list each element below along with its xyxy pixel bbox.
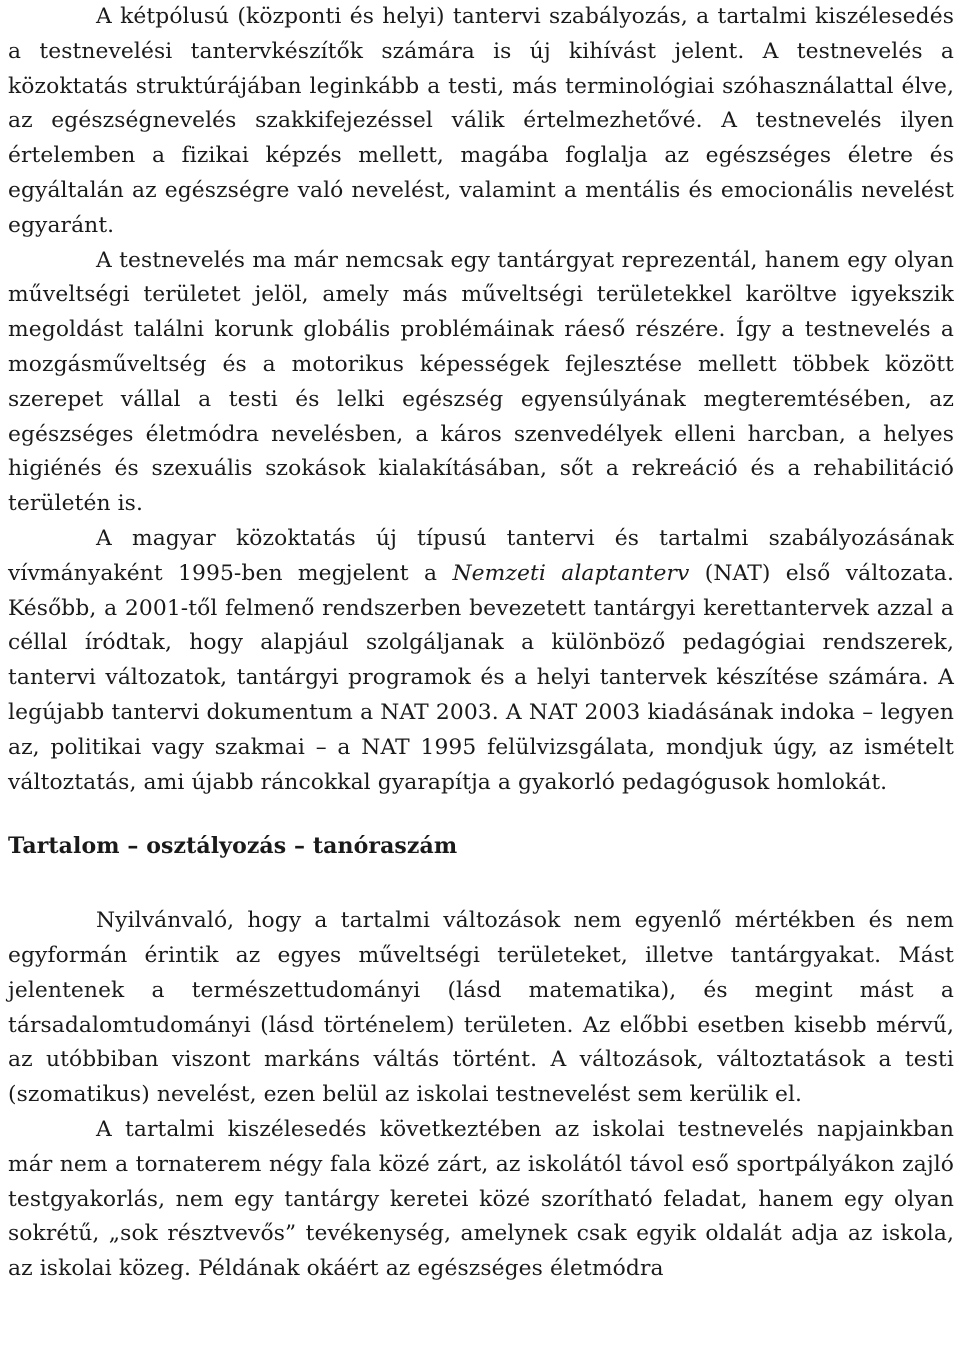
paragraph-4: Nyilvánvaló, hogy a tartalmi változások nem egyenlő mértékben és nem egyformán érintik az egyes műveltségi területeket, illetve tantárgyakat. Mást jelentenek a természettudományi (lásd matematika), és megint mást a társadalomtudományi (lásd történelem) területen. Az előbbi esetben kisebb mérvű, az utóbbiban viszont markáns váltás történt. A változások, változtatások a testi (szomatikus) nevelést, ezen belül az iskolai testnevelést sem kerülik el. (8, 908, 954, 1108)
section-heading: Tartalom – osztályozás – tanóraszám (8, 833, 458, 860)
paragraph-3 (8, 522, 954, 800)
paragraph-5: A tartalmi kiszélesedés következtében az iskolai testnevelés napjainkban már nem a tornaterem négy fala közé zárt, az iskolától távol eső sportpályákon zajló testgyakorlás, nem egy tantárgy keretei közé szorítható feladat, hanem egy olyan sokrétű, „sok résztvevős” tevékenység, amelynek csak egyik oldalát adja az iskola, az iskolai közeg. Példának okáért az egészséges életmódra (8, 1116, 954, 1282)
paragraph-1: A kétpólusú (központi és helyi) tantervi szabályozás, a tartalmi kiszélesedés a testnevelési tantervkészítők számára is új kihívást jelent. A testnevelés a közoktatás struktúrájában leginkább a testi, más terminológiai szóhasználattal élve, az egészségnevelés szakkifejezéssel válik értelmezhetővé. A testnevelés ilyen értelemben a fizikai képzés mellett, magába foglalja az egészséges életre és egyáltalán az egészségre való nevelést, valamint a mentális és emocionális nevelést egyaránt. (8, 4, 954, 238)
document-page (8, 0, 954, 1287)
paragraph-2: A testnevelés ma már nemcsak egy tantárgyat reprezentál, hanem egy olyan műveltségi területet jelöl, amely más műveltségi területekkel karöltve igyekszik megoldást találni korunk globális problémáinak ráeső részére. Így a testnevelés a mozgásműveltség és a motorikus képességek fejlesztése mellett többek között szerepet vállal a testi és lelki egészség egyensúlyának megteremtésében, az egészséges életmódra nevelésben, a káros szenvedélyek elleni harcban, a helyes higiénés és szexuális szokások kialakításában, sőt a rekreáció és a rehabilitáció területén is. (8, 247, 954, 517)
paragraph-3-start: A magyar közoktatás új típusú tantervi és tartalmi szabályozásának vívmányaként 1995-ben megjelent a (8, 525, 954, 586)
paragraph-3-end: (NAT) első változata. Később, a 2001-től felmenő rendszerben bevezetett tantárgyi kerettantervek azzal a céllal íródtak, hogy alapjául szolgáljanak a különböző pedagógiai rendszerek, tantervi változatok, tantárgyi programok és a helyi tantervek készítése számára. A legújabb tantervi dokumentum a NAT 2003. A NAT 2003 kiadásának indoka – legyen az, politikai vagy szakmai – a NAT 1995 felülvizsgálata, mondjuk úgy, az ismételt változtatás, ami újabb ráncokkal gyarapítja a gyakorló pedagógusok homlokát. (8, 560, 955, 795)
paragraph-3-italic-title: Nemzeti alaptanterv (452, 560, 690, 586)
